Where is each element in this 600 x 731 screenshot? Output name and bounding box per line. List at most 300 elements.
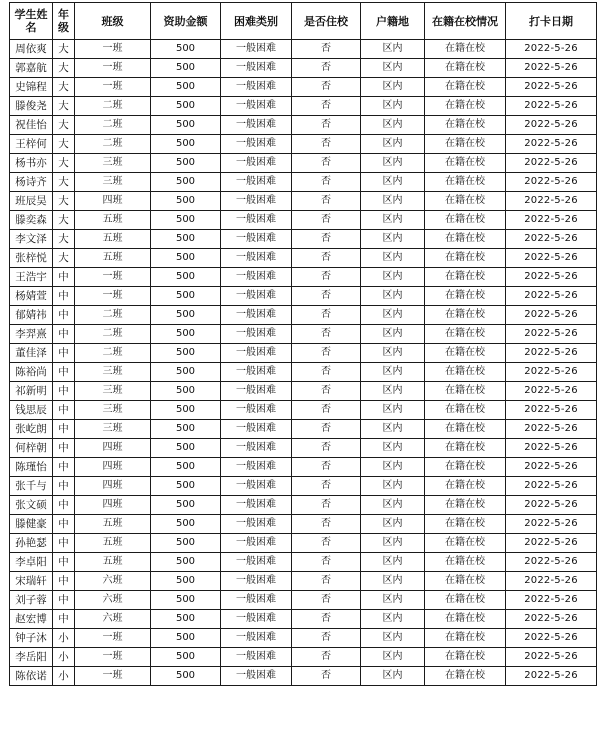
- class-cell: 二班: [75, 135, 151, 154]
- grade-cell: 中: [53, 344, 75, 363]
- table-row: [10, 249, 597, 268]
- grade-cell: 大: [53, 135, 75, 154]
- status-cell: 在籍在校: [425, 439, 506, 458]
- residence-cell: 区内: [361, 287, 425, 306]
- class-cell: 一班: [75, 59, 151, 78]
- student-name-cell: 张千与: [10, 477, 53, 496]
- residence-cell: 区内: [361, 135, 425, 154]
- checkin-date-cell: 2022-5-26: [506, 496, 597, 515]
- student-name-cell: 杨书亦: [10, 154, 53, 173]
- boarding-cell: 否: [292, 211, 361, 230]
- residence-cell: 区内: [361, 629, 425, 648]
- amount-cell: 500: [151, 648, 221, 667]
- amount-cell: 500: [151, 477, 221, 496]
- residence-cell: 区内: [361, 173, 425, 192]
- checkin-date-cell: 2022-5-26: [506, 306, 597, 325]
- class-cell: 二班: [75, 344, 151, 363]
- status-cell: 在籍在校: [425, 382, 506, 401]
- student-name-cell: 钱思辰: [10, 401, 53, 420]
- boarding-cell: 否: [292, 591, 361, 610]
- amount-cell: 500: [151, 667, 221, 686]
- status-cell: 在籍在校: [425, 97, 506, 116]
- checkin-date-cell: 2022-5-26: [506, 591, 597, 610]
- checkin-date-cell: 2022-5-26: [506, 173, 597, 192]
- amount-cell: 500: [151, 401, 221, 420]
- difficulty-cell: 一般困难: [221, 439, 292, 458]
- amount-cell: 500: [151, 572, 221, 591]
- table-row: [10, 116, 597, 135]
- status-cell: 在籍在校: [425, 363, 506, 382]
- difficulty-cell: 一般困难: [221, 496, 292, 515]
- table-row: [10, 534, 597, 553]
- amount-cell: 500: [151, 78, 221, 97]
- checkin-date-cell: 2022-5-26: [506, 610, 597, 629]
- table-row: [10, 287, 597, 306]
- difficulty-cell: 一般困难: [221, 211, 292, 230]
- amount-cell: 500: [151, 515, 221, 534]
- boarding-cell: 否: [292, 667, 361, 686]
- checkin-date-cell: 2022-5-26: [506, 439, 597, 458]
- table-body: [10, 40, 597, 686]
- student-name-cell: 周依爽: [10, 40, 53, 59]
- student-name-cell: 滕健豪: [10, 515, 53, 534]
- grade-cell: 中: [53, 591, 75, 610]
- student-name-cell: 郁婧祎: [10, 306, 53, 325]
- checkin-date-cell: 2022-5-26: [506, 553, 597, 572]
- class-cell: 一班: [75, 667, 151, 686]
- student-name-cell: 宋瑞轩: [10, 572, 53, 591]
- table-row: [10, 97, 597, 116]
- difficulty-cell: 一般困难: [221, 572, 292, 591]
- difficulty-cell: 一般困难: [221, 477, 292, 496]
- grade-cell: 大: [53, 97, 75, 116]
- difficulty-cell: 一般困难: [221, 306, 292, 325]
- table-row: [10, 382, 597, 401]
- residence-cell: 区内: [361, 572, 425, 591]
- amount-cell: 500: [151, 268, 221, 287]
- residence-cell: 区内: [361, 249, 425, 268]
- amount-cell: 500: [151, 344, 221, 363]
- header-difficulty-type: 困难类别: [221, 3, 292, 40]
- class-cell: 一班: [75, 648, 151, 667]
- student-name-cell: 张文硕: [10, 496, 53, 515]
- student-name-cell: 李羿熹: [10, 325, 53, 344]
- boarding-cell: 否: [292, 553, 361, 572]
- subsidy-roster-sheet: [9, 2, 596, 686]
- grade-cell: 中: [53, 287, 75, 306]
- status-cell: 在籍在校: [425, 192, 506, 211]
- residence-cell: 区内: [361, 325, 425, 344]
- status-cell: 在籍在校: [425, 173, 506, 192]
- status-cell: 在籍在校: [425, 477, 506, 496]
- header-boarding: 是否住校: [292, 3, 361, 40]
- residence-cell: 区内: [361, 439, 425, 458]
- difficulty-cell: 一般困难: [221, 230, 292, 249]
- checkin-date-cell: 2022-5-26: [506, 40, 597, 59]
- difficulty-cell: 一般困难: [221, 192, 292, 211]
- amount-cell: 500: [151, 40, 221, 59]
- checkin-date-cell: 2022-5-26: [506, 648, 597, 667]
- class-cell: 二班: [75, 325, 151, 344]
- student-name-cell: 滕奕森: [10, 211, 53, 230]
- residence-cell: 区内: [361, 477, 425, 496]
- difficulty-cell: 一般困难: [221, 382, 292, 401]
- status-cell: 在籍在校: [425, 78, 506, 97]
- checkin-date-cell: 2022-5-26: [506, 515, 597, 534]
- boarding-cell: 否: [292, 534, 361, 553]
- status-cell: 在籍在校: [425, 154, 506, 173]
- residence-cell: 区内: [361, 534, 425, 553]
- table-row: [10, 59, 597, 78]
- boarding-cell: 否: [292, 135, 361, 154]
- amount-cell: 500: [151, 154, 221, 173]
- student-name-cell: 王浩宇: [10, 268, 53, 287]
- residence-cell: 区内: [361, 230, 425, 249]
- grade-cell: 中: [53, 610, 75, 629]
- grade-cell: 小: [53, 667, 75, 686]
- class-cell: 五班: [75, 515, 151, 534]
- student-name-cell: 郭嘉航: [10, 59, 53, 78]
- status-cell: 在籍在校: [425, 306, 506, 325]
- student-name-cell: 张梓悦: [10, 249, 53, 268]
- residence-cell: 区内: [361, 401, 425, 420]
- checkin-date-cell: 2022-5-26: [506, 325, 597, 344]
- boarding-cell: 否: [292, 572, 361, 591]
- header-checkin-date: 打卡日期: [506, 3, 597, 40]
- class-cell: 五班: [75, 534, 151, 553]
- table-row: [10, 344, 597, 363]
- checkin-date-cell: 2022-5-26: [506, 268, 597, 287]
- table-row: [10, 401, 597, 420]
- boarding-cell: 否: [292, 116, 361, 135]
- residence-cell: 区内: [361, 667, 425, 686]
- amount-cell: 500: [151, 610, 221, 629]
- boarding-cell: 否: [292, 363, 361, 382]
- boarding-cell: 否: [292, 610, 361, 629]
- student-name-cell: 何梓朝: [10, 439, 53, 458]
- residence-cell: 区内: [361, 648, 425, 667]
- boarding-cell: 否: [292, 325, 361, 344]
- status-cell: 在籍在校: [425, 534, 506, 553]
- checkin-date-cell: 2022-5-26: [506, 534, 597, 553]
- class-cell: 三班: [75, 154, 151, 173]
- grade-cell: 大: [53, 249, 75, 268]
- residence-cell: 区内: [361, 496, 425, 515]
- subsidy-roster-table: [9, 2, 597, 686]
- student-name-cell: 陈瑾怡: [10, 458, 53, 477]
- class-cell: 四班: [75, 439, 151, 458]
- table-row: [10, 230, 597, 249]
- grade-cell: 大: [53, 173, 75, 192]
- grade-cell: 大: [53, 59, 75, 78]
- status-cell: 在籍在校: [425, 515, 506, 534]
- boarding-cell: 否: [292, 420, 361, 439]
- difficulty-cell: 一般困难: [221, 287, 292, 306]
- grade-cell: 中: [53, 496, 75, 515]
- checkin-date-cell: 2022-5-26: [506, 477, 597, 496]
- table-row: [10, 173, 597, 192]
- class-cell: 五班: [75, 230, 151, 249]
- status-cell: 在籍在校: [425, 116, 506, 135]
- table-row: [10, 591, 597, 610]
- table-row: [10, 420, 597, 439]
- grade-cell: 中: [53, 363, 75, 382]
- amount-cell: 500: [151, 135, 221, 154]
- status-cell: 在籍在校: [425, 344, 506, 363]
- amount-cell: 500: [151, 420, 221, 439]
- class-cell: 二班: [75, 306, 151, 325]
- checkin-date-cell: 2022-5-26: [506, 420, 597, 439]
- table-header: [10, 3, 597, 40]
- residence-cell: 区内: [361, 154, 425, 173]
- class-cell: 一班: [75, 629, 151, 648]
- table-row: [10, 477, 597, 496]
- student-name-cell: 孙艳瑟: [10, 534, 53, 553]
- checkin-date-cell: 2022-5-26: [506, 667, 597, 686]
- difficulty-cell: 一般困难: [221, 78, 292, 97]
- amount-cell: 500: [151, 591, 221, 610]
- class-cell: 二班: [75, 97, 151, 116]
- boarding-cell: 否: [292, 268, 361, 287]
- difficulty-cell: 一般困难: [221, 268, 292, 287]
- checkin-date-cell: 2022-5-26: [506, 363, 597, 382]
- difficulty-cell: 一般困难: [221, 363, 292, 382]
- class-cell: 三班: [75, 420, 151, 439]
- boarding-cell: 否: [292, 154, 361, 173]
- class-cell: 五班: [75, 553, 151, 572]
- student-name-cell: 祝佳怡: [10, 116, 53, 135]
- residence-cell: 区内: [361, 78, 425, 97]
- table-row: [10, 610, 597, 629]
- amount-cell: 500: [151, 59, 221, 78]
- class-cell: 一班: [75, 287, 151, 306]
- grade-cell: 中: [53, 268, 75, 287]
- difficulty-cell: 一般困难: [221, 249, 292, 268]
- student-name-cell: 张屹朗: [10, 420, 53, 439]
- header-class: 班级: [75, 3, 151, 40]
- amount-cell: 500: [151, 629, 221, 648]
- status-cell: 在籍在校: [425, 420, 506, 439]
- header-student-name: 学生姓名: [10, 3, 53, 40]
- grade-cell: 小: [53, 629, 75, 648]
- difficulty-cell: 一般困难: [221, 667, 292, 686]
- difficulty-cell: 一般困难: [221, 59, 292, 78]
- grade-cell: 中: [53, 401, 75, 420]
- boarding-cell: 否: [292, 306, 361, 325]
- residence-cell: 区内: [361, 192, 425, 211]
- amount-cell: 500: [151, 287, 221, 306]
- student-name-cell: 钟子沐: [10, 629, 53, 648]
- class-cell: 二班: [75, 116, 151, 135]
- status-cell: 在籍在校: [425, 553, 506, 572]
- status-cell: 在籍在校: [425, 230, 506, 249]
- grade-cell: 中: [53, 477, 75, 496]
- class-cell: 四班: [75, 192, 151, 211]
- difficulty-cell: 一般困难: [221, 553, 292, 572]
- status-cell: 在籍在校: [425, 325, 506, 344]
- student-name-cell: 王梓何: [10, 135, 53, 154]
- header-row: [10, 3, 597, 40]
- class-cell: 六班: [75, 610, 151, 629]
- boarding-cell: 否: [292, 477, 361, 496]
- boarding-cell: 否: [292, 40, 361, 59]
- student-name-cell: 董佳泽: [10, 344, 53, 363]
- amount-cell: 500: [151, 534, 221, 553]
- student-name-cell: 祁新明: [10, 382, 53, 401]
- amount-cell: 500: [151, 325, 221, 344]
- residence-cell: 区内: [361, 610, 425, 629]
- amount-cell: 500: [151, 439, 221, 458]
- boarding-cell: 否: [292, 78, 361, 97]
- difficulty-cell: 一般困难: [221, 97, 292, 116]
- grade-cell: 中: [53, 534, 75, 553]
- boarding-cell: 否: [292, 515, 361, 534]
- table-row: [10, 572, 597, 591]
- difficulty-cell: 一般困难: [221, 40, 292, 59]
- boarding-cell: 否: [292, 629, 361, 648]
- status-cell: 在籍在校: [425, 496, 506, 515]
- header-subsidy-amount: 资助金额: [151, 3, 221, 40]
- grade-cell: 大: [53, 154, 75, 173]
- residence-cell: 区内: [361, 458, 425, 477]
- status-cell: 在籍在校: [425, 572, 506, 591]
- table-row: [10, 363, 597, 382]
- residence-cell: 区内: [361, 591, 425, 610]
- difficulty-cell: 一般困难: [221, 534, 292, 553]
- amount-cell: 500: [151, 363, 221, 382]
- residence-cell: 区内: [361, 306, 425, 325]
- student-name-cell: 陈裕尚: [10, 363, 53, 382]
- table-row: [10, 629, 597, 648]
- boarding-cell: 否: [292, 496, 361, 515]
- student-name-cell: 陈依诺: [10, 667, 53, 686]
- student-name-cell: 滕俊尧: [10, 97, 53, 116]
- amount-cell: 500: [151, 116, 221, 135]
- table-row: [10, 515, 597, 534]
- residence-cell: 区内: [361, 553, 425, 572]
- difficulty-cell: 一般困难: [221, 458, 292, 477]
- checkin-date-cell: 2022-5-26: [506, 211, 597, 230]
- difficulty-cell: 一般困难: [221, 135, 292, 154]
- difficulty-cell: 一般困难: [221, 116, 292, 135]
- class-cell: 一班: [75, 40, 151, 59]
- boarding-cell: 否: [292, 648, 361, 667]
- amount-cell: 500: [151, 249, 221, 268]
- table-row: [10, 496, 597, 515]
- class-cell: 五班: [75, 211, 151, 230]
- student-name-cell: 李岳阳: [10, 648, 53, 667]
- status-cell: 在籍在校: [425, 287, 506, 306]
- amount-cell: 500: [151, 306, 221, 325]
- table-row: [10, 458, 597, 477]
- checkin-date-cell: 2022-5-26: [506, 78, 597, 97]
- status-cell: 在籍在校: [425, 211, 506, 230]
- student-name-cell: 史锦程: [10, 78, 53, 97]
- checkin-date-cell: 2022-5-26: [506, 458, 597, 477]
- status-cell: 在籍在校: [425, 648, 506, 667]
- table-row: [10, 40, 597, 59]
- student-name-cell: 李文泽: [10, 230, 53, 249]
- boarding-cell: 否: [292, 382, 361, 401]
- class-cell: 一班: [75, 268, 151, 287]
- student-name-cell: 刘子蓉: [10, 591, 53, 610]
- boarding-cell: 否: [292, 287, 361, 306]
- header-residence: 户籍地: [361, 3, 425, 40]
- boarding-cell: 否: [292, 230, 361, 249]
- table-row: [10, 78, 597, 97]
- checkin-date-cell: 2022-5-26: [506, 116, 597, 135]
- difficulty-cell: 一般困难: [221, 325, 292, 344]
- table-row: [10, 154, 597, 173]
- class-cell: 四班: [75, 477, 151, 496]
- status-cell: 在籍在校: [425, 135, 506, 154]
- header-grade: 年级: [53, 3, 75, 40]
- checkin-date-cell: 2022-5-26: [506, 382, 597, 401]
- student-name-cell: 李卓阳: [10, 553, 53, 572]
- grade-cell: 中: [53, 439, 75, 458]
- grade-cell: 中: [53, 382, 75, 401]
- amount-cell: 500: [151, 173, 221, 192]
- residence-cell: 区内: [361, 40, 425, 59]
- amount-cell: 500: [151, 458, 221, 477]
- checkin-date-cell: 2022-5-26: [506, 249, 597, 268]
- status-cell: 在籍在校: [425, 667, 506, 686]
- checkin-date-cell: 2022-5-26: [506, 344, 597, 363]
- boarding-cell: 否: [292, 173, 361, 192]
- boarding-cell: 否: [292, 344, 361, 363]
- grade-cell: 大: [53, 78, 75, 97]
- grade-cell: 大: [53, 116, 75, 135]
- residence-cell: 区内: [361, 211, 425, 230]
- difficulty-cell: 一般困难: [221, 420, 292, 439]
- status-cell: 在籍在校: [425, 629, 506, 648]
- class-cell: 四班: [75, 458, 151, 477]
- amount-cell: 500: [151, 192, 221, 211]
- checkin-date-cell: 2022-5-26: [506, 154, 597, 173]
- grade-cell: 中: [53, 515, 75, 534]
- difficulty-cell: 一般困难: [221, 154, 292, 173]
- difficulty-cell: 一般困难: [221, 610, 292, 629]
- table-row: [10, 135, 597, 154]
- status-cell: 在籍在校: [425, 268, 506, 287]
- grade-cell: 大: [53, 192, 75, 211]
- student-name-cell: 班辰昊: [10, 192, 53, 211]
- boarding-cell: 否: [292, 97, 361, 116]
- checkin-date-cell: 2022-5-26: [506, 230, 597, 249]
- difficulty-cell: 一般困难: [221, 629, 292, 648]
- checkin-date-cell: 2022-5-26: [506, 97, 597, 116]
- table-row: [10, 325, 597, 344]
- table-row: [10, 268, 597, 287]
- amount-cell: 500: [151, 230, 221, 249]
- status-cell: 在籍在校: [425, 610, 506, 629]
- class-cell: 五班: [75, 249, 151, 268]
- table-row: [10, 553, 597, 572]
- grade-cell: 大: [53, 230, 75, 249]
- checkin-date-cell: 2022-5-26: [506, 192, 597, 211]
- boarding-cell: 否: [292, 59, 361, 78]
- difficulty-cell: 一般困难: [221, 344, 292, 363]
- residence-cell: 区内: [361, 344, 425, 363]
- checkin-date-cell: 2022-5-26: [506, 629, 597, 648]
- class-cell: 六班: [75, 572, 151, 591]
- status-cell: 在籍在校: [425, 401, 506, 420]
- student-name-cell: 杨诗齐: [10, 173, 53, 192]
- checkin-date-cell: 2022-5-26: [506, 135, 597, 154]
- difficulty-cell: 一般困难: [221, 648, 292, 667]
- residence-cell: 区内: [361, 382, 425, 401]
- checkin-date-cell: 2022-5-26: [506, 287, 597, 306]
